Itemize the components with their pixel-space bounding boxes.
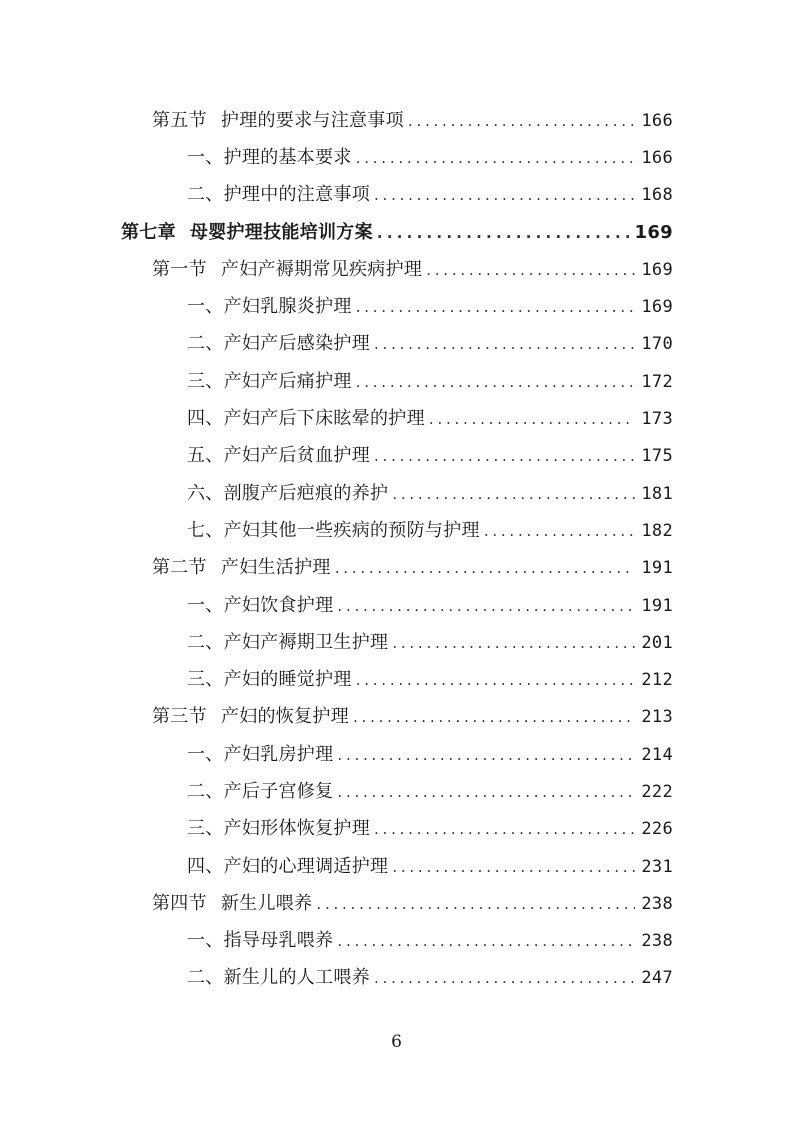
toc-entry[interactable] <box>121 218 673 244</box>
toc-entry[interactable] <box>152 702 673 728</box>
toc-dot-leader <box>356 671 636 689</box>
toc-entry-page: 238 <box>641 893 673 914</box>
toc-dot-leader <box>316 895 635 913</box>
toc-entry-title <box>121 218 373 244</box>
toc-entry-title <box>152 106 404 132</box>
toc-entry[interactable] <box>152 106 673 132</box>
toc-entry[interactable] <box>187 441 673 467</box>
toc-entry-title <box>187 329 370 355</box>
toc-dot-leader <box>377 224 629 242</box>
toc-subsection-row[interactable] <box>0 734 793 771</box>
toc-section-row[interactable] <box>0 697 793 734</box>
toc-entry-page: 175 <box>641 446 673 467</box>
toc-dot-leader <box>353 708 635 726</box>
toc-entry-label: 二、新生儿的人工喂养 <box>187 967 370 989</box>
toc-dot-leader <box>374 186 635 204</box>
toc-subsection-row[interactable] <box>0 175 793 212</box>
toc-entry-label: 一、产妇乳房护理 <box>187 743 334 765</box>
toc-entry-number: 第七章 <box>121 221 176 243</box>
toc-entry-title <box>187 814 370 840</box>
toc-entry-title <box>187 441 370 467</box>
toc-entry-number: 第四节 <box>152 892 207 914</box>
toc-chapter-row[interactable] <box>0 212 793 249</box>
toc-entry[interactable] <box>187 777 673 803</box>
toc-dot-leader <box>337 597 635 615</box>
toc-subsection-row[interactable] <box>0 137 793 174</box>
toc-entry-title <box>187 852 388 878</box>
toc-entry-page: 238 <box>641 931 673 952</box>
toc-entry[interactable] <box>187 143 673 169</box>
toc-dot-leader <box>337 783 635 801</box>
toc-subsection-row[interactable] <box>0 809 793 846</box>
toc-entry-page: 222 <box>641 781 673 802</box>
toc-section-row[interactable] <box>0 100 793 137</box>
toc-subsection-row[interactable] <box>0 398 793 435</box>
toc-dot-leader <box>337 932 635 950</box>
toc-entry[interactable] <box>187 292 673 318</box>
toc-subsection-row[interactable] <box>0 473 793 510</box>
toc-subsection-row[interactable] <box>0 771 793 808</box>
toc-entry-page: 191 <box>641 595 673 616</box>
toc-subsection-row[interactable] <box>0 286 793 323</box>
toc-entry-number: 第三节 <box>152 706 207 728</box>
toc-dot-leader <box>337 746 635 764</box>
toc-entry-number: 第二节 <box>152 557 207 579</box>
toc-dot-leader <box>356 373 636 391</box>
toc-entry-page: 247 <box>641 968 673 989</box>
toc-subsection-row[interactable] <box>0 361 793 398</box>
toc-entry-page: 166 <box>641 147 673 168</box>
toc-subsection-row[interactable] <box>0 622 793 659</box>
toc-dot-leader <box>356 149 636 167</box>
toc-entry-title <box>152 553 331 579</box>
toc-entry[interactable] <box>187 926 673 952</box>
toc-entry-title <box>187 292 352 318</box>
toc-dot-leader <box>408 112 635 130</box>
toc-dot-leader <box>374 335 635 353</box>
toc-entry[interactable] <box>187 665 673 691</box>
toc-dot-leader <box>392 634 635 652</box>
toc-dot-leader <box>374 820 635 838</box>
toc-entry-label: 四、产妇的心理调适护理 <box>187 855 389 877</box>
toc-entry-label: 产妇生活护理 <box>220 557 331 579</box>
toc-entry-page: 231 <box>641 856 673 877</box>
toc-entry-label: 护理的要求与注意事项 <box>220 109 404 131</box>
toc-entry-label: 一、护理的基本要求 <box>187 146 352 168</box>
toc-dot-leader <box>374 969 635 987</box>
toc-entry[interactable] <box>187 404 673 430</box>
toc-entry[interactable] <box>187 180 673 206</box>
toc-entry-label: 产妇的恢复护理 <box>220 706 350 728</box>
toc-entry-label: 二、护理中的注意事项 <box>187 184 370 206</box>
toc-dot-leader <box>429 410 635 428</box>
toc-section-row[interactable] <box>0 548 793 585</box>
toc-entry-label: 二、产妇产后感染护理 <box>187 333 370 355</box>
toc-entry-label: 二、产妇产褥期卫生护理 <box>187 631 389 653</box>
toc-entry-title <box>187 367 352 393</box>
toc-entry-page: 172 <box>641 371 673 392</box>
toc-entry-label: 一、指导母乳喂养 <box>187 930 334 952</box>
toc-entry-page: 214 <box>641 744 673 765</box>
toc-entry-title <box>187 926 333 952</box>
toc-dot-leader <box>484 522 636 540</box>
toc-entry-page: 182 <box>641 520 673 541</box>
toc-entry-title <box>187 777 333 803</box>
toc-entry-number: 第五节 <box>152 109 207 131</box>
toc-entry-page: 212 <box>641 670 673 691</box>
toc-entry[interactable] <box>187 479 673 505</box>
toc-entry-number: 第一节 <box>152 258 207 280</box>
toc-entry-page: 169 <box>641 297 673 318</box>
toc-entry-title <box>187 404 425 430</box>
toc-entry[interactable] <box>187 367 673 393</box>
toc-dot-leader <box>426 261 635 279</box>
toc-entry-label: 三、产妇的睡觉护理 <box>187 669 352 691</box>
toc-entry-page: 191 <box>641 558 673 579</box>
toc-entry-title <box>152 702 349 728</box>
toc-entry-label: 三、产妇形体恢复护理 <box>187 818 370 840</box>
toc-subsection-row[interactable] <box>0 585 793 622</box>
toc-entry-label: 母婴护理技能培训方案 <box>189 221 373 243</box>
toc-entry-title <box>152 255 422 281</box>
toc-subsection-row[interactable] <box>0 958 793 995</box>
toc-entry-page: 169 <box>641 259 673 280</box>
toc-entry[interactable] <box>152 889 673 915</box>
toc-subsection-row[interactable] <box>0 659 793 696</box>
toc-entry-label: 六、剖腹产后疤痕的养护 <box>187 482 389 504</box>
toc-entry-title <box>187 479 388 505</box>
toc-entry-label: 三、产妇产后痛护理 <box>187 370 352 392</box>
toc-entry-label: 产妇产褥期常见疾病护理 <box>220 258 423 280</box>
toc-entry[interactable] <box>187 628 673 654</box>
toc-entry-label: 一、产妇乳腺炎护理 <box>187 296 352 318</box>
toc-section-row[interactable] <box>0 249 793 286</box>
toc-entry-title <box>187 963 370 989</box>
toc-entry-page: 181 <box>641 483 673 504</box>
toc-entry-title <box>187 740 333 766</box>
toc-entry-label: 七、产妇其他一些疾病的预防与护理 <box>187 519 480 541</box>
toc-entry-page: 173 <box>641 409 673 430</box>
toc-dot-leader <box>374 447 635 465</box>
toc-entry[interactable] <box>187 814 673 840</box>
toc-entry[interactable] <box>187 740 673 766</box>
toc-subsection-row[interactable] <box>0 324 793 361</box>
toc-entry-title <box>152 889 312 915</box>
toc-entry-page: 201 <box>641 632 673 653</box>
toc-entry-page: 166 <box>641 110 673 131</box>
table-of-contents <box>0 100 793 995</box>
toc-entry-title <box>187 516 480 542</box>
toc-subsection-row[interactable] <box>0 921 793 958</box>
toc-dot-leader <box>392 858 635 876</box>
toc-entry[interactable] <box>187 963 673 989</box>
toc-entry-page: 226 <box>641 819 673 840</box>
toc-entry-title <box>187 628 388 654</box>
toc-entry[interactable] <box>152 255 673 281</box>
toc-entry-page: 170 <box>641 334 673 355</box>
toc-entry-title <box>187 665 352 691</box>
toc-entry-page: 169 <box>634 221 673 243</box>
toc-entry[interactable] <box>187 329 673 355</box>
toc-dot-leader <box>392 485 635 503</box>
toc-subsection-row[interactable] <box>0 436 793 473</box>
toc-entry-title <box>187 591 333 617</box>
toc-subsection-row[interactable] <box>0 510 793 547</box>
toc-dot-leader <box>356 298 636 316</box>
toc-dot-leader <box>335 559 636 577</box>
toc-entry-label: 一、产妇饮食护理 <box>187 594 334 616</box>
toc-section-row[interactable] <box>0 883 793 920</box>
page-number: 6 <box>391 1032 402 1052</box>
toc-entry[interactable] <box>152 553 673 579</box>
toc-entry-label: 新生儿喂养 <box>220 892 313 914</box>
toc-entry-label: 二、产后子宫修复 <box>187 780 334 802</box>
toc-entry-title <box>187 143 352 169</box>
toc-entry-label: 四、产妇产后下床眩晕的护理 <box>187 408 425 430</box>
toc-entry[interactable] <box>187 852 673 878</box>
toc-entry[interactable] <box>187 591 673 617</box>
toc-entry-label: 五、产妇产后贫血护理 <box>187 445 370 467</box>
toc-subsection-row[interactable] <box>0 846 793 883</box>
toc-entry-page: 213 <box>641 707 673 728</box>
toc-entry-title <box>187 180 370 206</box>
toc-entry-page: 168 <box>641 185 673 206</box>
toc-entry[interactable] <box>187 516 673 542</box>
